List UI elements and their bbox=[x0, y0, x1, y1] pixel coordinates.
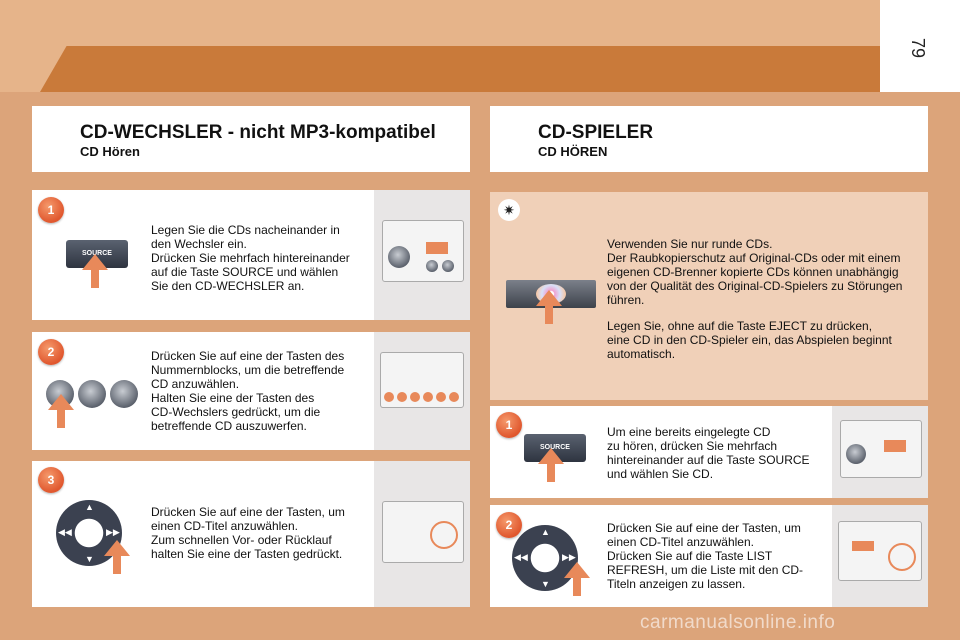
arrow-up-icon bbox=[110, 540, 124, 574]
right-title: CD-SPIELER bbox=[538, 122, 654, 143]
arrow-up-icon bbox=[544, 448, 558, 482]
radio-illustration-panel bbox=[374, 190, 470, 320]
right-step-1-text: Um eine bereits eingelegte CD zu hören, drücken Sie mehrfach hintereinander auf die Taste SOURCE und wählen Sie CD. bbox=[607, 425, 810, 481]
right-subtitle: CD HÖREN bbox=[538, 144, 608, 159]
arrow-up-icon bbox=[54, 394, 68, 428]
step-badge: 1 bbox=[496, 412, 522, 438]
info-lightbulb-icon: ✷ bbox=[498, 199, 520, 221]
left-subtitle: CD Hören bbox=[80, 144, 140, 159]
source-button-illustration: SOURCE bbox=[66, 240, 128, 268]
info-text-2: Legen Sie, ohne auf die Taste EJECT zu drücken, eine CD in den CD-Spieler ein, das Abspielen beginnt automatisch. bbox=[607, 319, 892, 361]
right-title-box bbox=[490, 106, 928, 172]
arrow-up-icon bbox=[88, 254, 102, 288]
right-step-2-text: Drücken Sie auf eine der Tasten, um einen CD-Titel anzuwählen. Drücken Sie auf die Taste LIST REFRESH, um die Liste mit den CD- Titeln anzeigen zu lassen. bbox=[607, 521, 804, 591]
radio-panel-illustration bbox=[840, 420, 920, 490]
arrow-up-icon bbox=[570, 562, 584, 596]
radio-illustration-panel bbox=[832, 505, 928, 607]
source-button-illustration: SOURCE bbox=[524, 434, 586, 462]
arrow-up-icon bbox=[542, 290, 556, 324]
left-step-3-text: Drücken Sie auf eine der Tasten, um einen CD-Titel anzuwählen. Zum schnellen Vor- oder Rücklauf halten Sie eine der Tasten gedrückt. bbox=[151, 505, 345, 561]
number-key-illustration bbox=[78, 380, 106, 408]
watermark: carmanualsonline.info bbox=[640, 612, 836, 633]
radio-illustration-panel bbox=[374, 332, 470, 450]
left-title: CD-WECHSLER - nicht MP3-kompatibel bbox=[80, 122, 436, 143]
radio-illustration-panel bbox=[374, 461, 470, 607]
radio-panel-illustration bbox=[382, 501, 462, 571]
number-key-illustration bbox=[110, 380, 138, 408]
changer-illustration bbox=[380, 352, 460, 422]
top-banner-stripe bbox=[40, 46, 957, 92]
page-number: 79 bbox=[908, 37, 928, 59]
radio-illustration-panel bbox=[832, 406, 928, 498]
step-badge: 1 bbox=[38, 197, 64, 223]
left-title-box bbox=[32, 106, 470, 172]
step-badge: 2 bbox=[496, 512, 522, 538]
step-badge: 3 bbox=[38, 467, 64, 493]
step-badge: 2 bbox=[38, 339, 64, 365]
left-step-1-text: Legen Sie die CDs nacheinander in den Wechsler ein. Drücken Sie mehrfach hintereinander auf die Taste SOURCE und wählen Sie den CD-WECHSLER an. bbox=[151, 223, 350, 293]
navigation-wheel-illustration: ▲ ▼ ◀◀ ▶▶ bbox=[56, 500, 122, 566]
left-step-2-text: Drücken Sie auf eine der Tasten des Nummernblocks, um die betreffende CD anzuwählen. Halten Sie eine der Tasten des CD-Wechslers gedrückt, um die betreffende CD auszuwerfen. bbox=[151, 349, 345, 433]
radio-panel-illustration bbox=[838, 521, 918, 591]
info-text-1: Verwenden Sie nur runde CDs. Der Raubkopierschutz auf Original-CDs oder mit einem eigenen CD-Brenner kopierte CDs können unabhängig von der Qualität des Original-CD-Spielers zu Störungen führen. bbox=[607, 237, 903, 307]
navigation-wheel-illustration: ▲ ▼ ◀◀ ▶▶ bbox=[512, 525, 578, 591]
radio-panel-illustration bbox=[382, 220, 462, 290]
